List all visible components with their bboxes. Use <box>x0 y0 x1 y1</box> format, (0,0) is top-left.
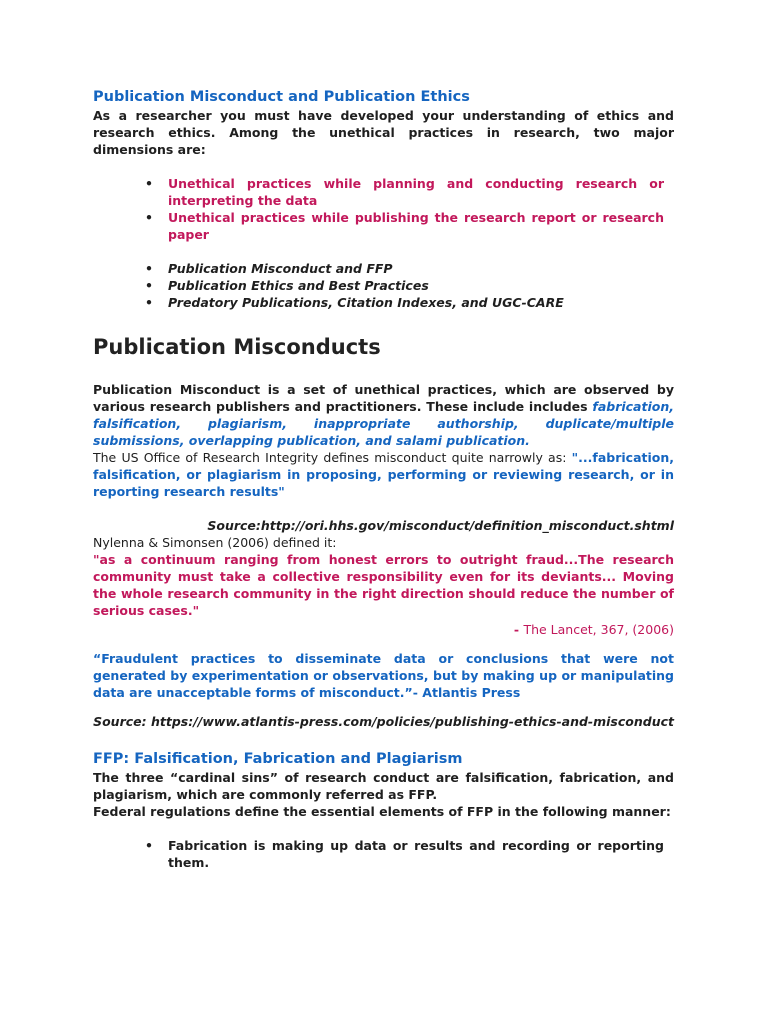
document-content <box>93 88 674 871</box>
section-heading-publication-misconducts: Publication Misconducts <box>93 335 381 359</box>
definition-lead: Publication Misconduct is a set of unethical practices, which are observed by various research publishers and practitioners. These include includes <box>93 382 674 414</box>
source-citation: Source:http://ori.hhs.gov/misconduct/definition_misconduct.shtml <box>207 518 674 533</box>
list-item: • Unethical practices while publishing the research report or research paper <box>93 209 674 243</box>
lancet-ref: The Lancet, 367, (2006) <box>523 622 674 637</box>
list-item: • Fabrication is making up data or results and recording or reporting them. <box>93 837 674 871</box>
section-heading-publication-ethics: Publication Misconduct and Publication Ethics <box>93 89 470 105</box>
ffp-list <box>93 837 674 871</box>
ori-paragraph <box>93 449 674 500</box>
list-item: • Publication Misconduct and FFP <box>93 260 674 277</box>
dimensions-list <box>93 175 674 243</box>
list-item: • Publication Ethics and Best Practices <box>93 277 674 294</box>
list-item: • Predatory Publications, Citation Indexes, and UGC-CARE <box>93 294 674 311</box>
nylenna-quote: "as a continuum ranging from honest errors to outright fraud...The research community must take a collective responsibility even for its deviants... Moving the whole research community in the right direction should reduce the number of serious cases." <box>93 552 674 618</box>
federal-paragraph: Federal regulations define the essential elements of FFP in the following manner: <box>93 804 671 819</box>
definition-paragraph <box>93 381 674 449</box>
misconduct-types: fabrication, falsification, plagiarism, inappropriate authorship, duplicate/multiple submissions, overlapping publication, and salami publication. <box>93 399 674 448</box>
source-citation-atlantis: Source: https://www.atlantis-press.com/policies/publishing-ethics-and-misconduct <box>93 714 674 729</box>
ori-lead: The US Office of Research Integrity defines misconduct quite narrowly as: <box>93 450 572 465</box>
topics-list <box>93 260 674 311</box>
ffp-paragraph: The three “cardinal sins” of research conduct are falsification, fabrication, and plagiarism, which are commonly referred as FFP. <box>93 770 674 802</box>
ori-quote: "...fabrication, falsification, or plagiarism in proposing, performing or reviewing research, or in reporting research results" <box>93 450 674 499</box>
nylenna-lead: Nylenna & Simonsen (2006) defined it: <box>93 535 337 550</box>
lancet-dash: - <box>513 622 524 637</box>
lancet-reference <box>93 621 674 638</box>
section-heading-ffp: FFP: Falsification, Fabrication and Plagiarism <box>93 751 463 767</box>
list-item: • Unethical practices while planning and conducting research or interpreting the data <box>93 175 674 209</box>
atlantis-quote: “Fraudulent practices to disseminate data or conclusions that were not generated by experimentation or observations, but by making up or manipulating data are unacceptable forms of misconduct.”- Atlantis Press <box>93 651 674 700</box>
intro-paragraph: As a researcher you must have developed your understanding of ethics and research ethics. Among the unethical practices in research, two major dimensions are: <box>93 108 674 157</box>
